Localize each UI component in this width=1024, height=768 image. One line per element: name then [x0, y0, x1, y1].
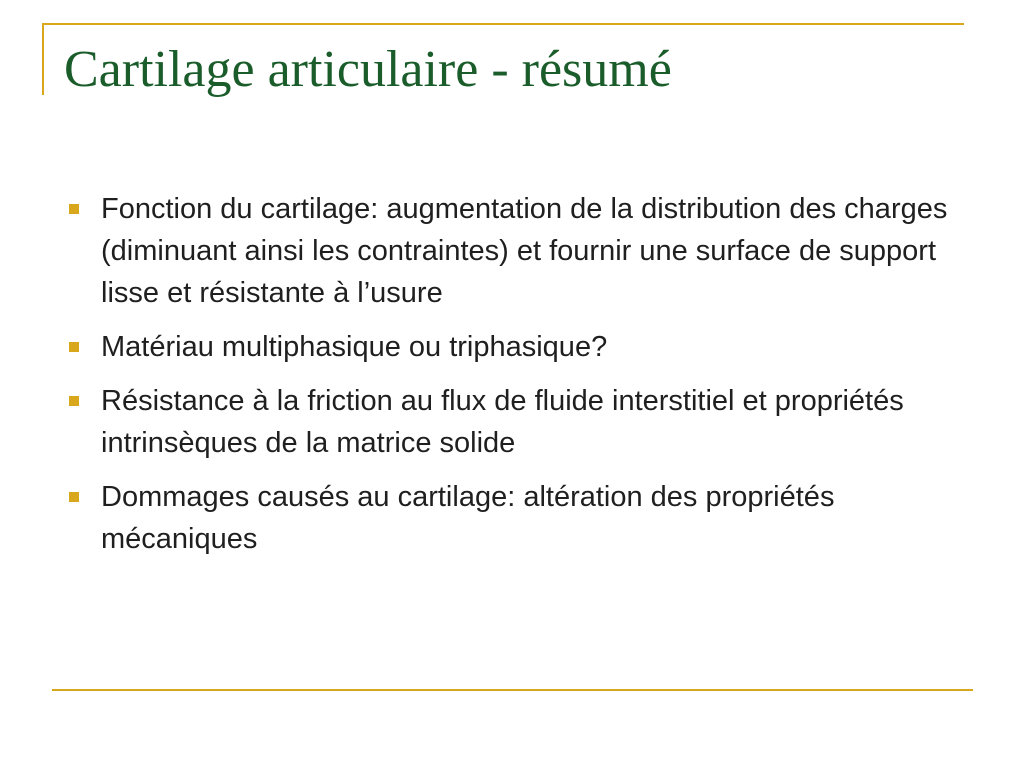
square-bullet-icon — [69, 342, 79, 352]
left-accent-line — [42, 23, 44, 95]
square-bullet-icon — [69, 396, 79, 406]
top-divider-line — [42, 23, 964, 25]
bullet-text: Fonction du cartilage: augmentation de la distribution des charges (diminuant ainsi les contraintes) et fournir une surface de support lisse et résistante à l’usure — [101, 193, 948, 309]
square-bullet-icon — [69, 204, 79, 214]
bullet-text: Dommages causés au cartilage: altération des propriétés mécaniques — [101, 481, 835, 555]
bullet-item — [64, 476, 964, 560]
bottom-divider-line — [52, 689, 973, 691]
bullet-item — [64, 326, 964, 368]
slide-title: Cartilage articulaire - résumé — [64, 41, 672, 98]
bullet-text: Matériau multiphasique ou triphasique? — [101, 331, 608, 363]
bullet-item — [64, 188, 964, 314]
bullet-list — [64, 188, 964, 572]
bullet-text: Résistance à la friction au flux de fluide interstitiel et propriétés intrinsèques de la matrice solide — [101, 385, 904, 459]
bullet-item — [64, 380, 964, 464]
square-bullet-icon — [69, 492, 79, 502]
